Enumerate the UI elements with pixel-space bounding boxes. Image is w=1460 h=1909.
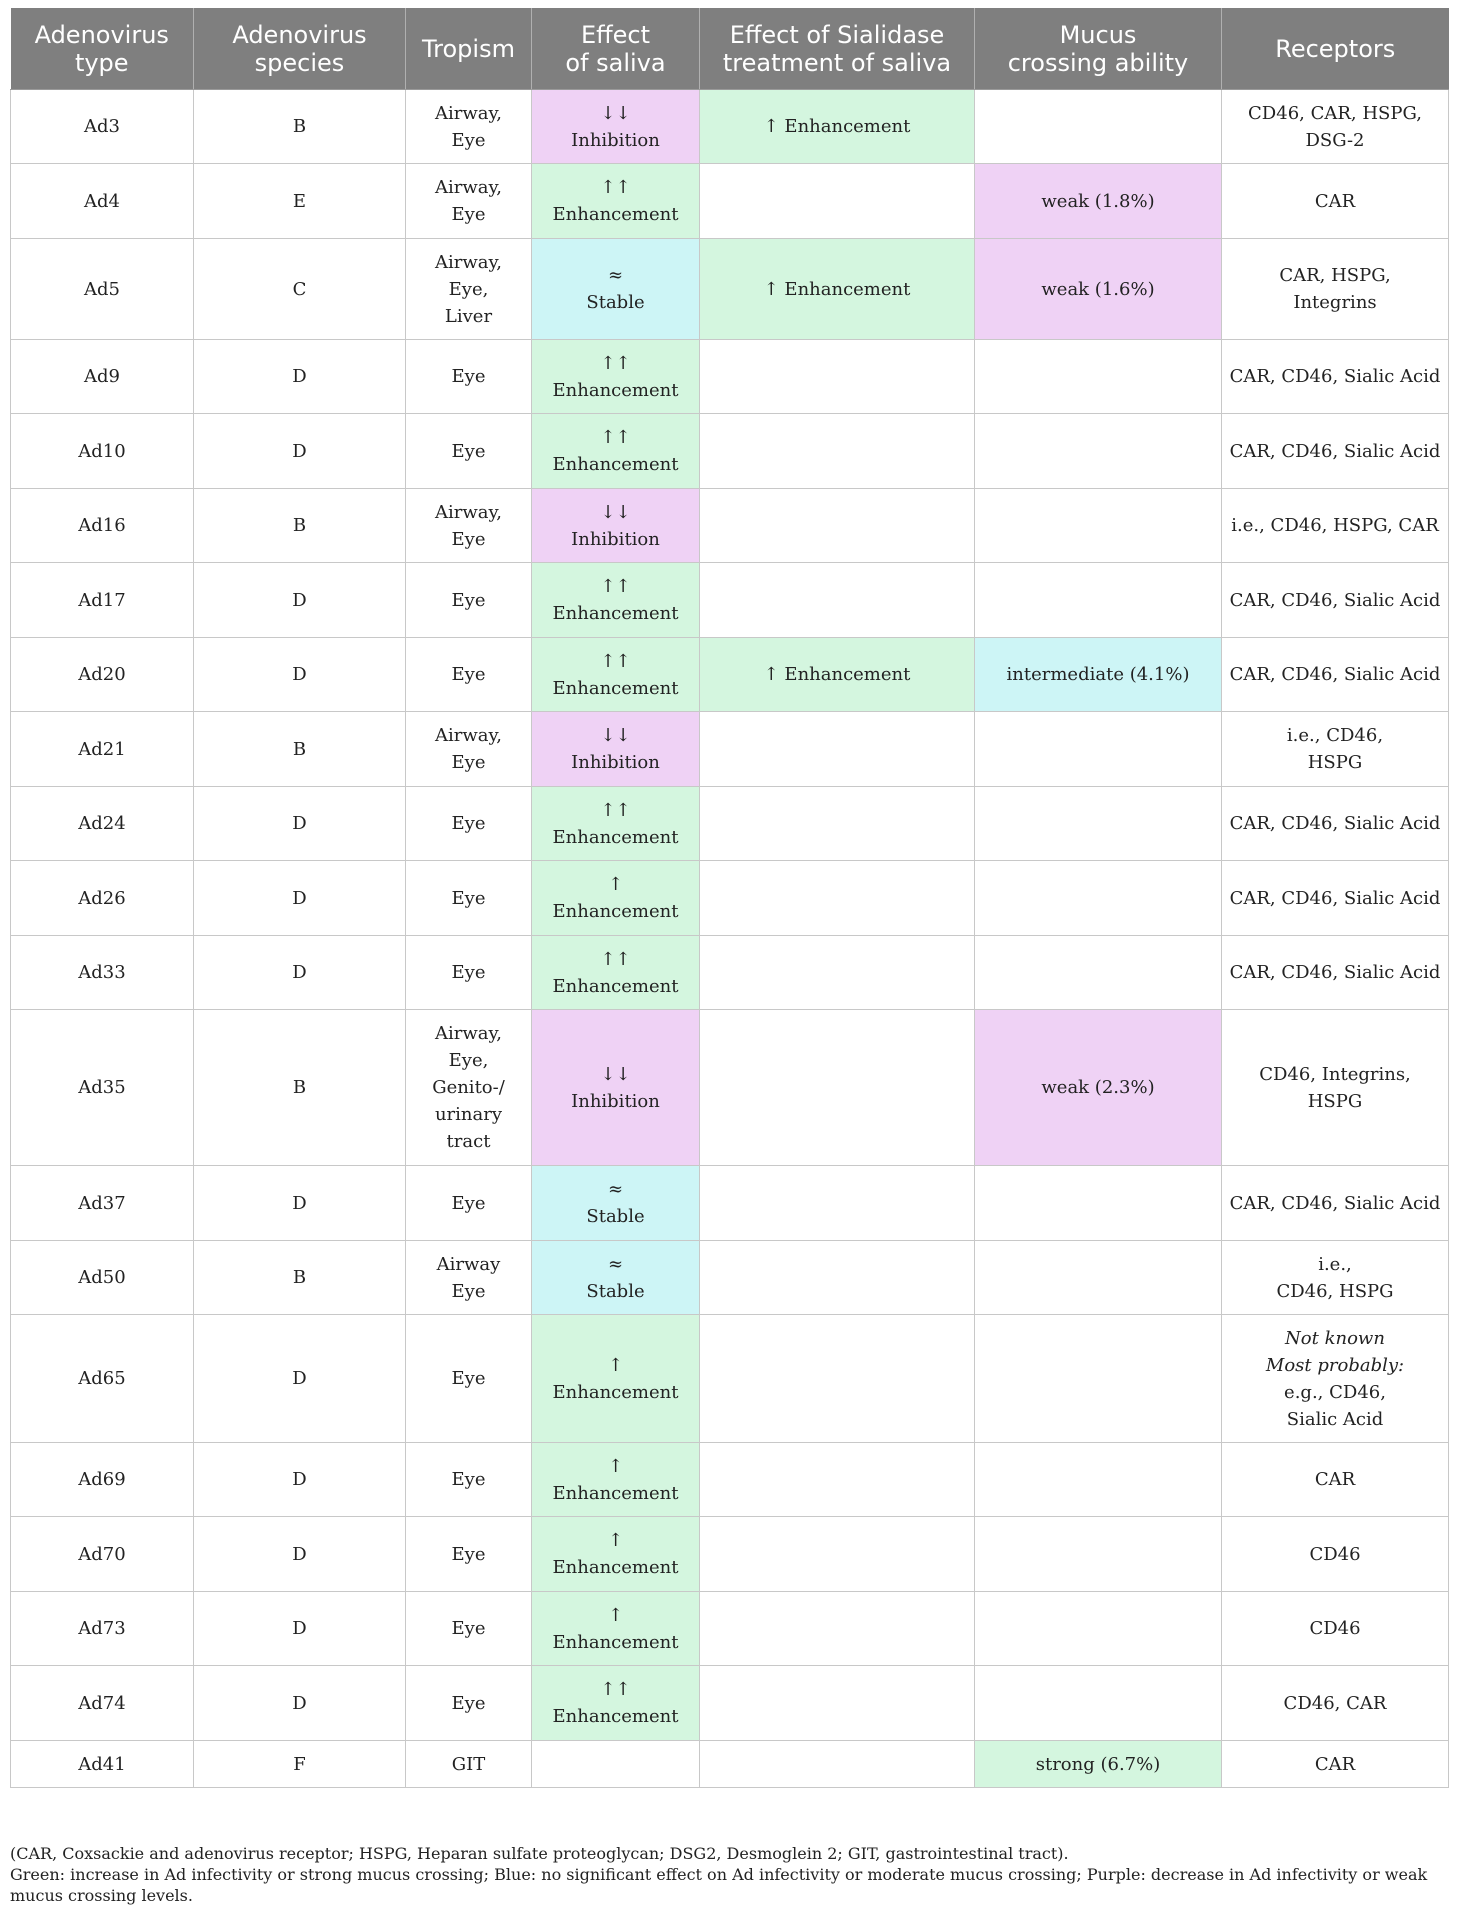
cell-effect-of-saliva <box>532 712 700 787</box>
cell-adenovirus-species <box>194 936 406 1010</box>
cell-tropism-text: Eye <box>451 1469 486 1490</box>
cell-effect-of-saliva <box>532 936 700 1010</box>
cell-adenovirus-species-text: D <box>292 962 307 983</box>
cell-effect-of-sialidase-text: ↑ Enhancement <box>763 116 911 137</box>
cell-receptors-text: CD46, Integrins, HSPG <box>1259 1063 1411 1112</box>
cell-effect-of-saliva <box>532 164 700 239</box>
header-receptors: Receptors <box>1222 8 1449 90</box>
cell-tropism <box>406 1741 532 1788</box>
cell-adenovirus-type-text: Ad37 <box>78 1192 126 1214</box>
cell-receptors-text: CAR, CD46, Sialic Acid <box>1229 589 1441 611</box>
cell-adenovirus-species <box>194 861 406 936</box>
cell-tropism-text: Eye <box>451 1692 486 1714</box>
cell-effect-of-sialidase <box>700 861 975 936</box>
cell-adenovirus-species <box>194 414 406 489</box>
cell-effect-of-saliva <box>532 1241 700 1315</box>
cell-adenovirus-species <box>194 638 406 712</box>
cell-mucus-crossing <box>975 1666 1222 1741</box>
table-row <box>11 936 1449 1010</box>
cell-adenovirus-type-text: Ad69 <box>78 1469 126 1490</box>
cell-mucus-crossing <box>975 239 1222 340</box>
cell-receptors-text: CD46 <box>1309 1618 1361 1639</box>
table-row <box>11 90 1449 164</box>
cell-mucus-crossing <box>975 638 1222 712</box>
table-body <box>11 90 1449 1788</box>
cell-adenovirus-species <box>194 563 406 638</box>
cell-tropism <box>406 861 532 936</box>
cell-tropism-text: Eye <box>451 440 486 462</box>
cell-adenovirus-type <box>11 563 194 638</box>
cell-effect-of-sialidase <box>700 1315 975 1443</box>
cell-tropism-text: Airway, Eye <box>435 102 502 151</box>
adenovirus-table <box>10 8 1449 1788</box>
header-row <box>11 8 1449 90</box>
cell-adenovirus-species <box>194 340 406 414</box>
cell-adenovirus-species-text: D <box>292 1543 307 1565</box>
cell-mucus-crossing <box>975 1517 1222 1592</box>
cell-tropism <box>406 1010 532 1166</box>
cell-tropism-text: Eye <box>451 366 486 387</box>
cell-tropism <box>406 340 532 414</box>
table-row <box>11 563 1449 638</box>
cell-adenovirus-type <box>11 1592 194 1666</box>
cell-adenovirus-species-text: D <box>292 1368 307 1389</box>
cell-tropism <box>406 638 532 712</box>
cell-receptors <box>1222 1741 1449 1788</box>
cell-adenovirus-type <box>11 414 194 489</box>
cell-receptors-text: CD46, CAR <box>1283 1692 1387 1714</box>
cell-mucus-crossing <box>975 340 1222 414</box>
cell-adenovirus-species <box>194 787 406 861</box>
cell-adenovirus-species-text: B <box>292 116 307 137</box>
cell-effect-of-sialidase <box>700 164 975 239</box>
cell-receptors <box>1222 638 1449 712</box>
cell-effect-of-saliva <box>532 1166 700 1241</box>
cell-adenovirus-type <box>11 239 194 340</box>
table-row <box>11 414 1449 489</box>
cell-adenovirus-species-text: D <box>292 813 307 834</box>
adenovirus-table-container <box>10 8 1448 1788</box>
cell-effect-of-sialidase <box>700 1517 975 1592</box>
cell-tropism-text: Eye <box>451 589 486 611</box>
cell-receptors <box>1222 1592 1449 1666</box>
cell-adenovirus-species-text: C <box>292 278 307 300</box>
cell-adenovirus-type-text: Ad9 <box>84 366 120 387</box>
cell-effect-of-sialidase <box>700 1010 975 1166</box>
cell-adenovirus-species-text: D <box>292 1469 307 1490</box>
header-tropism: Tropism <box>406 8 532 90</box>
cell-adenovirus-type <box>11 1166 194 1241</box>
cell-effect-of-saliva-text: ↑↑ Enhancement <box>552 352 679 401</box>
cell-effect-of-sialidase <box>700 239 975 340</box>
table-row <box>11 861 1449 936</box>
table-footnotes <box>10 1843 1448 1906</box>
table-row <box>11 489 1449 563</box>
table-row <box>11 1315 1449 1443</box>
cell-adenovirus-species <box>194 1315 406 1443</box>
cell-adenovirus-species-text: B <box>292 1267 307 1288</box>
cell-adenovirus-species-text: B <box>292 738 307 760</box>
cell-adenovirus-type <box>11 489 194 563</box>
cell-adenovirus-type <box>11 1010 194 1166</box>
cell-tropism <box>406 787 532 861</box>
cell-effect-of-sialidase <box>700 563 975 638</box>
cell-adenovirus-species-text: D <box>292 887 307 909</box>
cell-adenovirus-species <box>194 164 406 239</box>
cell-effect-of-sialidase-text: ↑ Enhancement <box>763 278 911 300</box>
cell-adenovirus-type-text: Ad16 <box>78 515 126 536</box>
table-row <box>11 1166 1449 1241</box>
table-row <box>11 1241 1449 1315</box>
cell-receptors-text: i.e., CD46, HSPG <box>1276 1253 1394 1302</box>
cell-adenovirus-species-text: D <box>292 1692 307 1714</box>
cell-effect-of-saliva-text: ↑ Enhancement <box>552 1604 679 1653</box>
cell-adenovirus-type-text: Ad5 <box>84 278 120 300</box>
cell-adenovirus-species <box>194 1166 406 1241</box>
cell-adenovirus-type-text: Ad35 <box>78 1077 126 1098</box>
cell-adenovirus-type-text: Ad41 <box>78 1753 126 1775</box>
cell-effect-of-saliva <box>532 1315 700 1443</box>
cell-effect-of-saliva-text: ↑↑ Enhancement <box>552 177 679 225</box>
cell-tropism-text: Eye <box>451 1543 486 1565</box>
cell-tropism <box>406 936 532 1010</box>
cell-receptors <box>1222 1315 1449 1443</box>
header-effect-of-saliva: Effect of saliva <box>532 8 700 90</box>
cell-receptors-text: CAR, CD46, Sialic Acid <box>1229 440 1441 462</box>
cell-receptors <box>1222 239 1449 340</box>
cell-mucus-crossing <box>975 787 1222 861</box>
cell-tropism <box>406 1666 532 1741</box>
cell-tropism <box>406 489 532 563</box>
cell-tropism-text: Eye <box>451 962 486 983</box>
cell-adenovirus-type <box>11 164 194 239</box>
cell-mucus-crossing-text: weak (2.3%) <box>1041 1077 1155 1098</box>
cell-adenovirus-type <box>11 340 194 414</box>
cell-adenovirus-species-text: D <box>292 366 307 387</box>
cell-effect-of-saliva-text: ↑↑ Enhancement <box>552 948 679 997</box>
cell-tropism <box>406 1592 532 1666</box>
cell-adenovirus-species <box>194 1241 406 1315</box>
cell-adenovirus-species-text: D <box>292 1618 307 1639</box>
cell-adenovirus-species <box>194 1666 406 1741</box>
cell-mucus-crossing <box>975 1010 1222 1166</box>
cell-receptors <box>1222 1517 1449 1592</box>
cell-effect-of-saliva-text: ↓↓ Inhibition <box>571 1063 660 1112</box>
cell-adenovirus-type-text: Ad50 <box>78 1267 126 1288</box>
cell-receptors-text: CAR, CD46, Sialic Acid <box>1229 962 1441 983</box>
cell-tropism-text: Eye <box>451 887 486 909</box>
cell-tropism-text: Eye <box>451 664 486 685</box>
cell-adenovirus-type <box>11 1666 194 1741</box>
cell-effect-of-saliva-text: ↑↑ Enhancement <box>552 427 679 475</box>
cell-effect-of-sialidase <box>700 414 975 489</box>
cell-effect-of-sialidase <box>700 936 975 1010</box>
cell-adenovirus-type-text: Ad3 <box>84 116 120 137</box>
cell-adenovirus-type <box>11 712 194 787</box>
cell-mucus-crossing <box>975 1315 1222 1443</box>
cell-tropism-text: GIT <box>451 1753 486 1775</box>
cell-adenovirus-type <box>11 1741 194 1788</box>
cell-effect-of-saliva-text: ↑ Enhancement <box>552 1530 679 1578</box>
cell-receptors-text: CAR <box>1314 190 1356 212</box>
cell-effect-of-saliva-text: ↑ Enhancement <box>552 874 679 922</box>
cell-receptors-text: CAR, CD46, Sialic Acid <box>1229 664 1441 685</box>
cell-tropism <box>406 1315 532 1443</box>
cell-adenovirus-species <box>194 1741 406 1788</box>
cell-receptors-text: CAR <box>1314 1753 1356 1775</box>
cell-effect-of-saliva <box>532 1010 700 1166</box>
cell-tropism-text: Eye <box>451 1368 486 1389</box>
cell-effect-of-saliva-text: ≈ Stable <box>586 1253 645 1302</box>
cell-adenovirus-type <box>11 638 194 712</box>
cell-adenovirus-type-text: Ad26 <box>78 887 126 909</box>
cell-effect-of-saliva <box>532 414 700 489</box>
cell-effect-of-sialidase <box>700 1666 975 1741</box>
receptors-note: Not known Most probably: <box>1265 1327 1405 1376</box>
cell-tropism-text: Airway Eye <box>436 1253 501 1302</box>
cell-effect-of-saliva-text: ↑↑ Enhancement <box>552 1679 679 1727</box>
cell-adenovirus-type <box>11 90 194 164</box>
cell-effect-of-sialidase <box>700 1592 975 1666</box>
cell-effect-of-saliva-text: ↓↓ Inhibition <box>571 501 660 550</box>
header-adenovirus-species: Adenovirus species <box>194 8 406 90</box>
table-row <box>11 239 1449 340</box>
cell-adenovirus-species-text: D <box>292 440 307 462</box>
cell-effect-of-saliva <box>532 861 700 936</box>
cell-effect-of-sialidase <box>700 1443 975 1517</box>
cell-adenovirus-species <box>194 712 406 787</box>
table-row <box>11 164 1449 239</box>
cell-mucus-crossing <box>975 1592 1222 1666</box>
cell-effect-of-saliva-text: ↑↑ Enhancement <box>552 650 679 699</box>
cell-receptors <box>1222 1666 1449 1741</box>
cell-adenovirus-type-text: Ad65 <box>78 1368 126 1389</box>
cell-adenovirus-species <box>194 239 406 340</box>
cell-adenovirus-type-text: Ad17 <box>78 589 126 611</box>
cell-receptors-text: i.e., CD46, HSPG <box>1286 725 1384 773</box>
cell-adenovirus-species <box>194 1517 406 1592</box>
cell-tropism-text: Eye <box>451 1618 486 1639</box>
cell-tropism <box>406 1443 532 1517</box>
cell-adenovirus-type-text: Ad4 <box>84 190 120 212</box>
cell-adenovirus-species <box>194 1443 406 1517</box>
cell-mucus-crossing <box>975 936 1222 1010</box>
cell-receptors-text: i.e., CD46, HSPG, CAR <box>1231 515 1439 536</box>
cell-mucus-crossing <box>975 414 1222 489</box>
cell-adenovirus-species <box>194 489 406 563</box>
table-row <box>11 787 1449 861</box>
cell-adenovirus-type-text: Ad21 <box>78 738 126 760</box>
cell-tropism <box>406 563 532 638</box>
table-row <box>11 1666 1449 1741</box>
cell-tropism <box>406 1241 532 1315</box>
cell-mucus-crossing-text: weak (1.8%) <box>1041 190 1155 212</box>
cell-effect-of-saliva <box>532 638 700 712</box>
cell-mucus-crossing <box>975 1241 1222 1315</box>
cell-receptors <box>1222 861 1449 936</box>
cell-receptors <box>1222 936 1449 1010</box>
cell-effect-of-sialidase <box>700 1741 975 1788</box>
cell-adenovirus-species-text: D <box>292 589 307 611</box>
cell-receptors-text: CD46 <box>1309 1543 1361 1565</box>
cell-mucus-crossing-text: intermediate (4.1%) <box>1006 664 1190 685</box>
table-row <box>11 1592 1449 1666</box>
cell-receptors-text: CAR, CD46, Sialic Acid <box>1229 813 1441 834</box>
table-row <box>11 638 1449 712</box>
cell-mucus-crossing <box>975 1741 1222 1788</box>
cell-effect-of-sialidase <box>700 638 975 712</box>
cell-adenovirus-type-text: Ad24 <box>78 813 126 834</box>
cell-effect-of-saliva <box>532 1666 700 1741</box>
cell-receptors <box>1222 164 1449 239</box>
cell-adenovirus-type-text: Ad10 <box>78 440 126 462</box>
cell-mucus-crossing <box>975 1166 1222 1241</box>
cell-mucus-crossing <box>975 489 1222 563</box>
cell-mucus-crossing <box>975 712 1222 787</box>
cell-tropism <box>406 712 532 787</box>
cell-mucus-crossing <box>975 563 1222 638</box>
cell-receptors <box>1222 90 1449 164</box>
cell-effect-of-saliva <box>532 1741 700 1788</box>
cell-adenovirus-type-text: Ad70 <box>78 1543 126 1565</box>
cell-adenovirus-species <box>194 90 406 164</box>
cell-effect-of-saliva <box>532 787 700 861</box>
cell-effect-of-saliva <box>532 239 700 340</box>
header-mucus-crossing: Mucus crossing ability <box>975 8 1222 90</box>
table-row <box>11 1517 1449 1592</box>
cell-effect-of-saliva-text: ↓↓ Inhibition <box>571 725 660 773</box>
cell-adenovirus-type <box>11 1517 194 1592</box>
table-row <box>11 340 1449 414</box>
table-row <box>11 1010 1449 1166</box>
cell-tropism-text: Airway, Eye <box>435 725 502 773</box>
cell-adenovirus-species-text: F <box>293 1753 306 1775</box>
cell-adenovirus-species-text: B <box>292 1077 307 1098</box>
cell-effect-of-sialidase <box>700 1166 975 1241</box>
table-row <box>11 1443 1449 1517</box>
table-row <box>11 712 1449 787</box>
cell-effect-of-sialidase <box>700 787 975 861</box>
cell-tropism-text: Airway, Eye <box>435 177 502 225</box>
cell-receptors-text: CAR, CD46, Sialic Acid <box>1229 887 1441 909</box>
cell-effect-of-saliva-text: ↑↑ Enhancement <box>552 799 679 848</box>
cell-receptors-text: CD46, CAR, HSPG, DSG-2 <box>1248 102 1422 151</box>
cell-effect-of-saliva-text: ↑↑ Enhancement <box>552 576 679 624</box>
cell-adenovirus-type <box>11 787 194 861</box>
cell-receptors <box>1222 712 1449 787</box>
cell-receptors <box>1222 340 1449 414</box>
cell-adenovirus-type <box>11 1315 194 1443</box>
cell-receptors <box>1222 1443 1449 1517</box>
cell-tropism-text: Airway, Eye <box>435 501 502 550</box>
cell-mucus-crossing-text: strong (6.7%) <box>1035 1753 1161 1775</box>
header-effect-of-sialidase: Effect of Sialidase treatment of saliva <box>700 8 975 90</box>
cell-mucus-crossing <box>975 90 1222 164</box>
cell-adenovirus-species <box>194 1592 406 1666</box>
cell-effect-of-saliva <box>532 1517 700 1592</box>
cell-tropism <box>406 164 532 239</box>
cell-effect-of-sialidase <box>700 340 975 414</box>
cell-adenovirus-species <box>194 1010 406 1166</box>
cell-effect-of-sialidase <box>700 1241 975 1315</box>
cell-tropism <box>406 414 532 489</box>
cell-tropism <box>406 90 532 164</box>
cell-effect-of-saliva <box>532 340 700 414</box>
cell-adenovirus-type-text: Ad20 <box>78 664 126 685</box>
cell-effect-of-sialidase <box>700 489 975 563</box>
cell-mucus-crossing-text: weak (1.6%) <box>1041 278 1155 300</box>
cell-receptors-text: CAR <box>1314 1469 1356 1490</box>
cell-adenovirus-species-text: B <box>292 515 307 536</box>
cell-receptors-text: CAR, CD46, Sialic Acid <box>1229 1192 1441 1214</box>
cell-mucus-crossing <box>975 1443 1222 1517</box>
cell-adenovirus-type <box>11 936 194 1010</box>
cell-adenovirus-type <box>11 861 194 936</box>
cell-tropism-text: Eye <box>451 1192 486 1214</box>
cell-tropism <box>406 239 532 340</box>
header-adenovirus-type: Adenovirus type <box>11 8 194 90</box>
cell-tropism-text: Airway, Eye, Liver <box>435 251 502 327</box>
receptors-text: e.g., CD46, Sialic Acid <box>1284 1381 1386 1430</box>
cell-effect-of-saliva-text: ≈ Stable <box>586 1179 645 1227</box>
abbreviations-note: (CAR, Coxsackie and adenovirus receptor; HSPG, Heparan sulfate proteoglycan; DSG2, Desmoglein 2; GIT, gastrointestinal tract). <box>10 1844 1069 1863</box>
cell-receptors-text: CAR, HSPG, Integrins <box>1279 265 1391 313</box>
cell-receptors <box>1222 414 1449 489</box>
cell-adenovirus-type <box>11 1443 194 1517</box>
table-row <box>11 1741 1449 1788</box>
cell-receptors <box>1222 563 1449 638</box>
cell-tropism <box>406 1166 532 1241</box>
cell-adenovirus-type <box>11 1241 194 1315</box>
cell-receptors <box>1222 489 1449 563</box>
cell-effect-of-saliva-text: ↓↓ Inhibition <box>571 102 660 151</box>
cell-mucus-crossing <box>975 164 1222 239</box>
cell-receptors-text: CAR, CD46, Sialic Acid <box>1229 366 1441 387</box>
cell-effect-of-saliva-text: ↑ Enhancement <box>552 1354 679 1403</box>
cell-receptors <box>1222 1010 1449 1166</box>
cell-effect-of-sialidase-text: ↑ Enhancement <box>763 664 911 685</box>
cell-adenovirus-species-text: D <box>292 664 307 685</box>
cell-adenovirus-species-text: D <box>292 1192 307 1214</box>
cell-mucus-crossing <box>975 861 1222 936</box>
cell-effect-of-saliva-text: ≈ Stable <box>586 265 645 313</box>
cell-effect-of-saliva <box>532 1592 700 1666</box>
cell-tropism-text: Airway, Eye, Genito-/ urinary tract <box>432 1023 505 1152</box>
cell-effect-of-saliva <box>532 1443 700 1517</box>
cell-receptors <box>1222 1241 1449 1315</box>
cell-tropism-text: Eye <box>451 813 486 834</box>
cell-effect-of-saliva <box>532 489 700 563</box>
cell-receptors <box>1222 787 1449 861</box>
color-legend-note: Green: increase in Ad infectivity or strong mucus crossing; Blue: no significant effect on Ad infectivity or moderate mucus crossing; Purple: decrease in Ad infectivity or weak mucus crossing levels. <box>10 1865 1428 1905</box>
cell-tropism <box>406 1517 532 1592</box>
cell-receptors <box>1222 1166 1449 1241</box>
cell-adenovirus-type-text: Ad33 <box>78 962 126 983</box>
cell-effect-of-sialidase <box>700 712 975 787</box>
cell-adenovirus-species-text: E <box>292 190 307 212</box>
cell-adenovirus-type-text: Ad74 <box>78 1692 126 1714</box>
cell-effect-of-saliva-text: ↑ Enhancement <box>552 1455 679 1504</box>
cell-effect-of-saliva <box>532 90 700 164</box>
cell-effect-of-sialidase <box>700 90 975 164</box>
cell-adenovirus-type-text: Ad73 <box>78 1618 126 1639</box>
cell-effect-of-saliva <box>532 563 700 638</box>
